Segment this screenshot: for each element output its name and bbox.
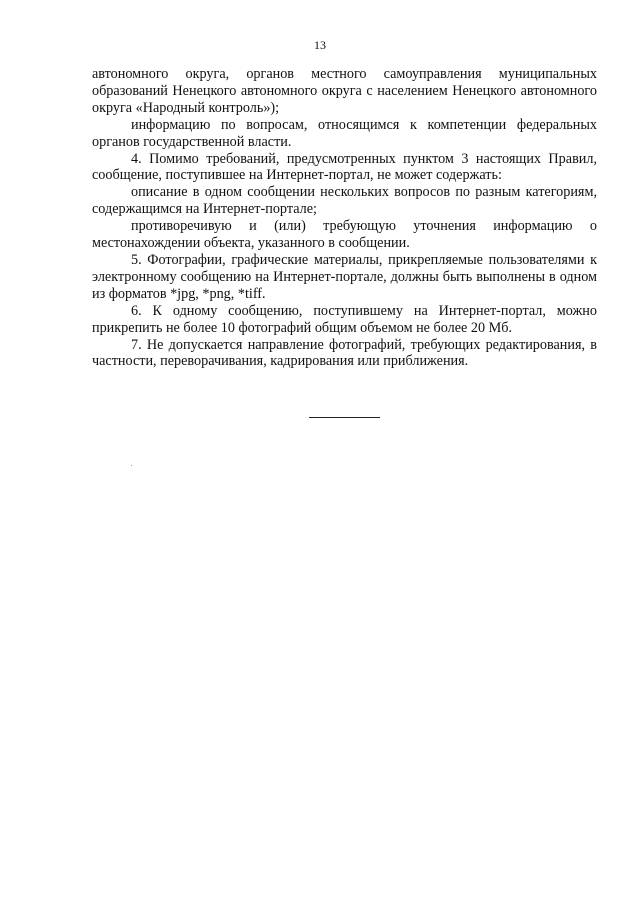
paragraph-item-4: 4. Помимо требований, предусмотренных пунктом 3 настоящих Правил, сообщение, поступившее на Интернет-портал, не может содержать:	[92, 150, 597, 184]
paragraph-item-4-location: противоречивую и (или) требующую уточнения информацию о местонахождении объекта, указанного в сообщении.	[92, 218, 597, 252]
document-body	[92, 66, 597, 370]
paragraph-continuation: автономного округа, органов местного самоуправления муниципальных образований Ненецкого автономного округа с населением Ненецкого автономного округа «Народный контроль»);	[92, 66, 597, 116]
paragraph-item-4-categories: описание в одном сообщении нескольких вопросов по разным категориям, содержащимся на Интернет-портале;	[92, 184, 597, 218]
paragraph-item-5: 5. Фотографии, графические материалы, прикрепляемые пользователями к электронному сообщению на Интернет-портале, должны быть выполнены в одном из форматов *jpg, *png, *tiff.	[92, 251, 597, 302]
paragraph-item-6: 6. К одному сообщению, поступившему на Интернет-портал, можно прикрепить не более 10 фотографий общим объемом не более 20 Мб.	[92, 302, 597, 336]
scan-speck	[131, 465, 132, 466]
page-number: 13	[314, 38, 326, 52]
end-separator-line	[309, 417, 380, 418]
paragraph-item-7: 7. Не допускается направление фотографий, требующих редактирования, в частности, переворачивания, кадрирования или приближения.	[92, 336, 597, 370]
paragraph-federal-competence: информацию по вопросам, относящимся к компетенции федеральных органов государственной власти.	[92, 116, 597, 150]
